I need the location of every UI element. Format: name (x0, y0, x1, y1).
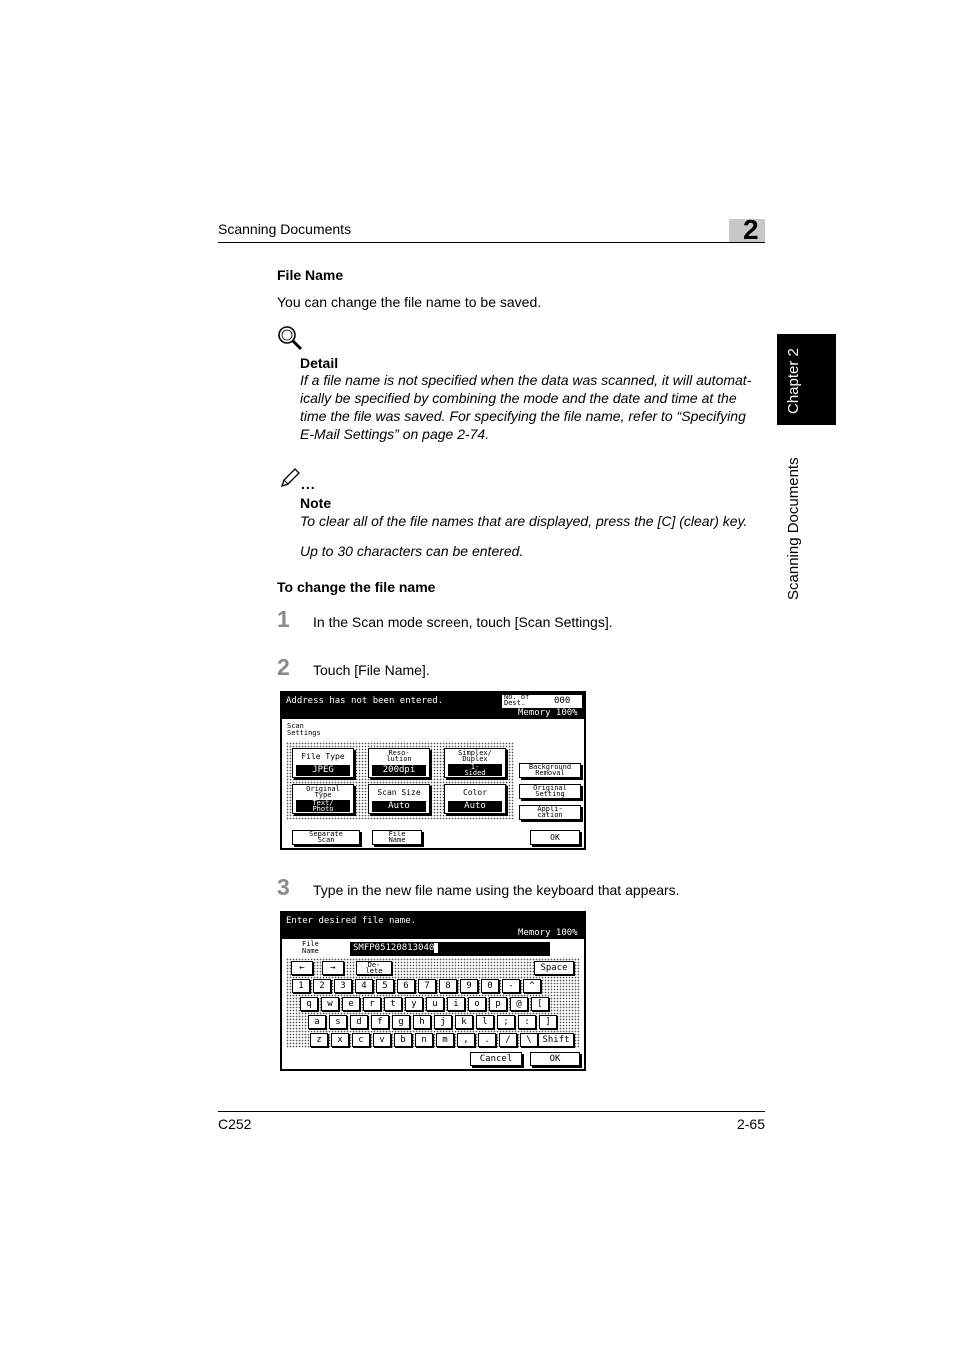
status-message: Enter desired file name. (286, 916, 417, 926)
delete-key[interactable] (356, 961, 392, 975)
file-name-intro: You can change the file name to be saved. (277, 294, 542, 310)
header-divider (218, 242, 765, 243)
keyboard-key[interactable]: 2 (313, 979, 331, 993)
keyboard-key[interactable]: t (384, 997, 402, 1011)
ok-button[interactable]: OK (530, 1052, 580, 1066)
keyboard-key[interactable]: o (468, 997, 486, 1011)
original-type-button[interactable] (292, 784, 354, 814)
keyboard-key[interactable]: u (426, 997, 444, 1011)
text-cursor (434, 943, 438, 953)
scan-settings-screen (280, 691, 586, 850)
key-label: lete (365, 967, 383, 975)
status-message: Address has not been entered. (286, 696, 444, 706)
resolution-button[interactable] (368, 748, 430, 778)
cancel-button[interactable]: Cancel (470, 1052, 522, 1066)
button-label: Reso- (388, 749, 410, 757)
keyboard-key[interactable]: ^ (523, 979, 541, 993)
key-label: De- (367, 961, 381, 969)
detail-text-line: ically be specified by combining the mode and the date and time at the (300, 390, 737, 406)
step-number: 1 (277, 606, 290, 632)
step-number: 3 (277, 874, 290, 900)
keyboard-key[interactable]: \ (520, 1033, 538, 1047)
keyboard-key[interactable]: : (518, 1015, 536, 1029)
side-tab-section-label: Scanning Documents (785, 457, 802, 600)
file-name-input-text: SMFP05120813040 (353, 943, 435, 953)
keyboard-key[interactable]: n (415, 1033, 433, 1047)
keyboard-key[interactable]: 8 (439, 979, 457, 993)
scan-size-button[interactable] (368, 784, 430, 814)
keyboard-key[interactable]: 9 (460, 979, 478, 993)
keyboard-key[interactable]: e (342, 997, 360, 1011)
button-label: Name (388, 836, 406, 844)
keyboard-key[interactable]: h (413, 1015, 431, 1029)
destination-label: Dest. (504, 699, 526, 707)
application-button[interactable] (519, 805, 581, 820)
screen-title-line: Scan (287, 722, 304, 730)
file-type-button[interactable] (292, 748, 354, 778)
keyboard-key[interactable]: / (499, 1033, 517, 1047)
keyboard-key[interactable]: 3 (334, 979, 352, 993)
note-label: Note (300, 495, 332, 511)
shift-key[interactable]: Shift (538, 1033, 574, 1047)
cursor-left-key[interactable]: ← (291, 961, 313, 975)
ok-button[interactable]: OK (530, 830, 580, 845)
space-key[interactable]: Space (534, 961, 574, 975)
button-label: Separate (309, 830, 343, 838)
magnifier-icon (277, 325, 303, 351)
button-value: Auto (448, 801, 502, 812)
pencil-icon (279, 467, 301, 489)
keyboard-key[interactable]: y (405, 997, 423, 1011)
button-value-line: Sided (464, 769, 486, 777)
button-label: Simplex/ (458, 749, 492, 757)
step-text: In the Scan mode screen, touch [Scan Settings]. (313, 614, 613, 630)
keyboard-key[interactable]: r (363, 997, 381, 1011)
file-name-keyboard-screen (280, 911, 586, 1071)
keyboard-key[interactable]: q (300, 997, 318, 1011)
keyboard-key[interactable]: [ (531, 997, 549, 1011)
keyboard-key[interactable]: j (434, 1015, 452, 1029)
cursor-right-key[interactable]: → (322, 961, 344, 975)
keyboard-key[interactable]: s (329, 1015, 347, 1029)
memory-indicator: Memory 100% (518, 928, 578, 938)
keyboard-key[interactable]: 6 (397, 979, 415, 993)
keyboard-key[interactable]: f (371, 1015, 389, 1029)
button-value-line: 1- (470, 763, 480, 771)
keyboard-key[interactable]: a (308, 1015, 326, 1029)
footer-model: C252 (218, 1116, 252, 1132)
keyboard-key[interactable]: p (489, 997, 507, 1011)
separate-scan-button[interactable] (292, 830, 360, 845)
screen-title-line: Settings (287, 729, 321, 737)
status-bar (282, 693, 584, 719)
footer-divider (218, 1111, 765, 1112)
detail-text-line: time the file was saved. For specifying the file name, refer to “Specifying (300, 408, 746, 424)
keyboard-key[interactable]: ] (539, 1015, 557, 1029)
button-label: Scan Size (377, 788, 421, 797)
screen-title (287, 723, 321, 737)
keyboard-key[interactable]: 1 (292, 979, 310, 993)
button-value (448, 764, 502, 776)
button-label: Original (306, 785, 340, 793)
file-name-heading: File Name (277, 267, 344, 283)
keyboard-key[interactable]: k (455, 1015, 473, 1029)
settings-panel (286, 742, 514, 820)
step-text: Touch [File Name]. (313, 662, 430, 678)
button-label: Appli- (537, 805, 563, 813)
field-label-line: File (302, 940, 319, 948)
keyboard-key[interactable]: d (350, 1015, 368, 1029)
step-number: 2 (277, 654, 290, 680)
detail-text-line: E-Mail Settings” on page 2-74. (300, 426, 490, 442)
detail-label: Detail (300, 355, 339, 371)
running-header: Scanning Documents (218, 221, 352, 237)
destination-count-box (502, 695, 582, 708)
button-label: Duplex (462, 755, 488, 763)
button-label: Removal (535, 769, 565, 777)
keyboard-key[interactable]: @ (510, 997, 528, 1011)
simplex-duplex-button[interactable] (444, 748, 506, 778)
note-text-line: To clear all of the file names that are displayed, press the [C] (clear) key. (300, 513, 748, 529)
note-dots: ... (301, 476, 316, 492)
keyboard-key[interactable]: z (310, 1033, 328, 1047)
button-value-line: Photo (312, 805, 334, 813)
keyboard-key[interactable]: 0 (481, 979, 499, 993)
chapter-number: 2 (743, 214, 759, 245)
button-label: Background (528, 763, 572, 771)
field-label-line: Name (302, 947, 319, 955)
file-name-button[interactable] (372, 830, 422, 845)
button-label: File (388, 830, 406, 838)
keyboard-key[interactable]: l (476, 1015, 494, 1029)
file-name-input[interactable] (350, 942, 550, 956)
button-value-line: Text/ (312, 799, 334, 807)
button-value: 200dpi (372, 765, 426, 776)
page-number: 2-65 (736, 1116, 765, 1132)
keyboard-key[interactable]: 4 (355, 979, 373, 993)
keyboard-key[interactable]: g (392, 1015, 410, 1029)
button-label: Scan (317, 836, 335, 844)
color-button[interactable] (444, 784, 506, 814)
button-label: Setting (535, 790, 565, 798)
button-label: Original (533, 784, 567, 792)
keyboard-panel (286, 958, 580, 1048)
side-tab-chapter-label: Chapter 2 (785, 348, 802, 414)
original-setting-button[interactable] (519, 784, 581, 799)
procedure-heading: To change the file name (277, 579, 436, 595)
destination-count: 000 (554, 696, 571, 706)
button-label: File Type (301, 752, 345, 761)
status-bar (282, 913, 584, 939)
keyboard-key[interactable]: - (502, 979, 520, 993)
button-label: lution (386, 755, 412, 763)
keyboard-key[interactable]: v (373, 1033, 391, 1047)
button-label: Color (462, 788, 488, 797)
keyboard-key[interactable]: b (394, 1033, 412, 1047)
keyboard-key[interactable]: , (457, 1033, 475, 1047)
note-text-line: Up to 30 characters can be entered. (300, 543, 524, 559)
keyboard-key[interactable]: . (478, 1033, 496, 1047)
button-label: cation (537, 811, 563, 819)
keyboard-key[interactable]: 7 (418, 979, 436, 993)
keyboard-key[interactable]: x (331, 1033, 349, 1047)
button-value: Auto (372, 801, 426, 812)
destination-label: No. of (504, 693, 530, 701)
detail-text-line: If a file name is not specified when the data was scanned, it will automat- (300, 372, 752, 388)
file-name-field-label (302, 941, 319, 955)
keyboard-key[interactable]: m (436, 1033, 454, 1047)
button-value: JPEG (296, 765, 350, 776)
keyboard-key[interactable]: 5 (376, 979, 394, 993)
button-value (296, 800, 350, 812)
step-text: Type in the new file name using the keyboard that appears. (313, 882, 680, 898)
keyboard-key[interactable]: ; (497, 1015, 515, 1029)
keyboard-key[interactable]: i (447, 997, 465, 1011)
keyboard-key[interactable]: c (352, 1033, 370, 1047)
button-label: Type (314, 791, 332, 799)
memory-indicator: Memory 100% (518, 708, 578, 718)
keyboard-key[interactable]: w (321, 997, 339, 1011)
background-removal-button[interactable] (519, 763, 581, 778)
